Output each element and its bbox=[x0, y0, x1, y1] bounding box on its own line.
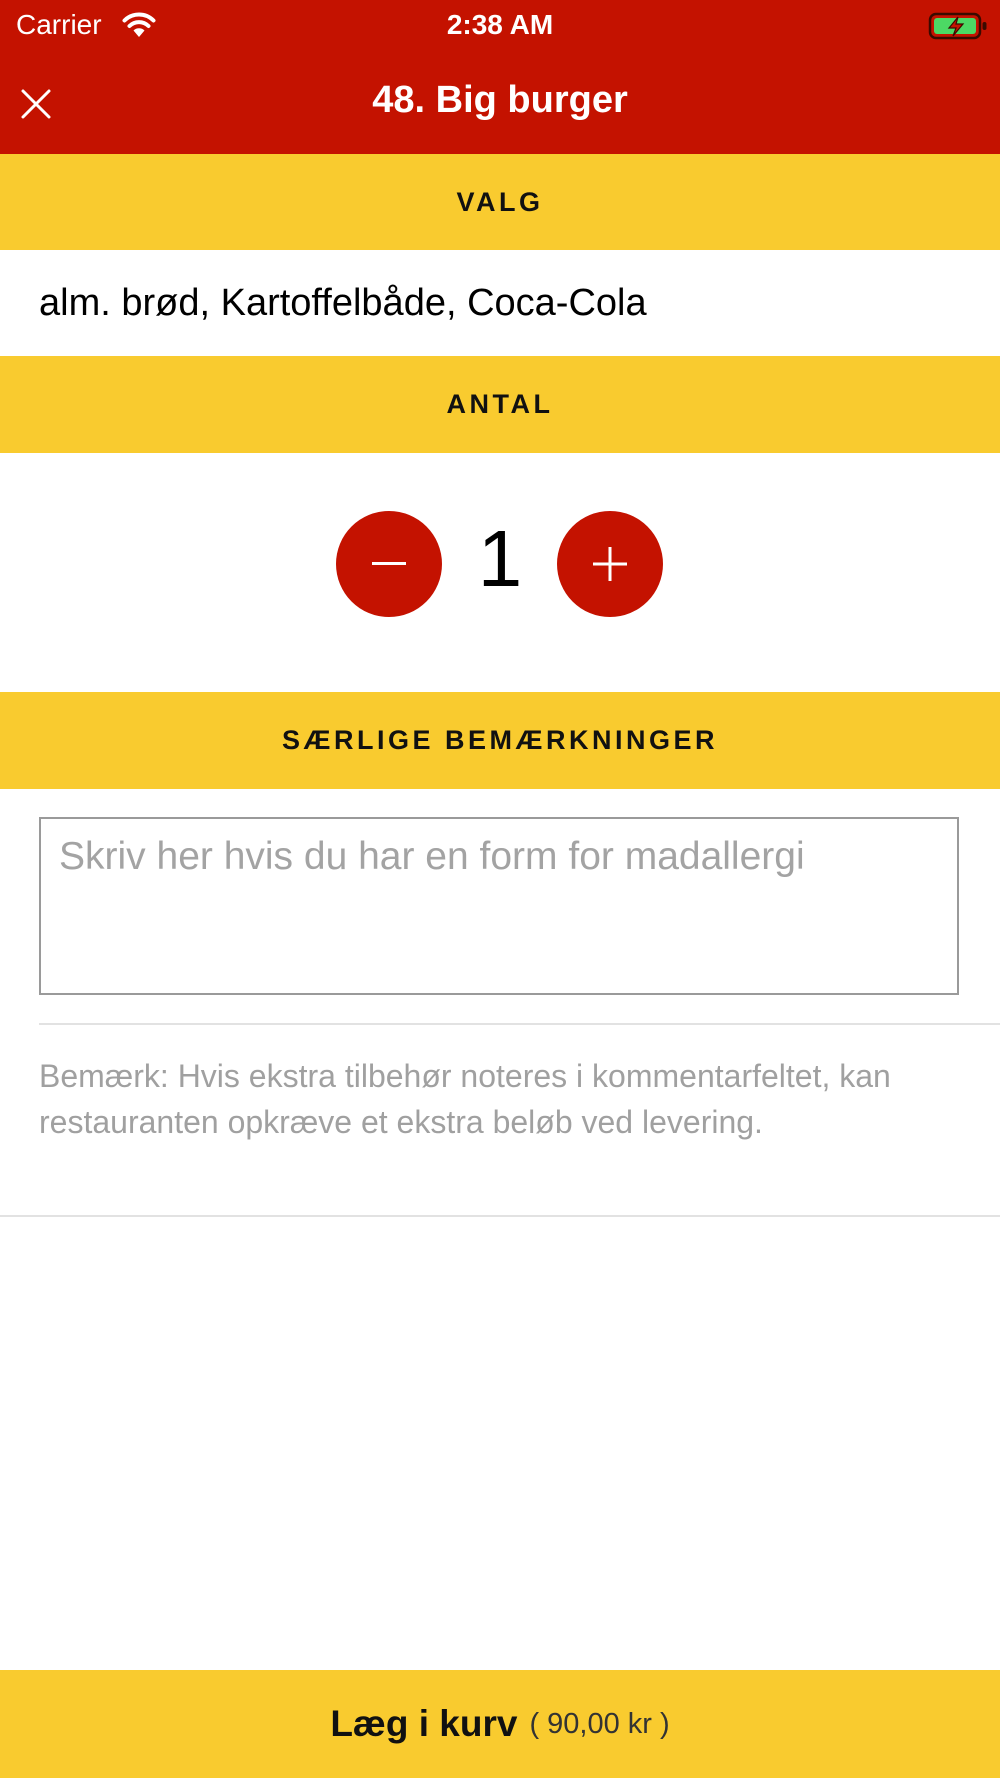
quantity-value: 1 bbox=[477, 514, 523, 603]
extras-note: Bemærk: Hvis ekstra tilbehør noteres i kommentarfeltet, kan restauranten opkræve et ekstra beløb ved levering. bbox=[39, 1058, 891, 1140]
remarks-field bbox=[39, 817, 959, 995]
top-bar bbox=[0, 0, 1000, 154]
choice-selection: alm. brød, Kartoffelbåde, Coca-Cola bbox=[39, 282, 647, 324]
battery-charging-icon bbox=[928, 11, 990, 41]
choice-section-header: VALG bbox=[0, 154, 1000, 250]
remarks-section-header: SÆRLIGE BEMÆRKNINGER bbox=[0, 692, 1000, 789]
page-title: 48. Big burger bbox=[372, 79, 628, 121]
close-button[interactable] bbox=[14, 82, 58, 126]
add-to-cart-button[interactable] bbox=[0, 1670, 1000, 1778]
carrier-label: Carrier bbox=[16, 9, 102, 40]
divider bbox=[0, 1215, 1000, 1217]
quantity-section-header: ANTAL bbox=[0, 356, 1000, 453]
remarks-input[interactable] bbox=[41, 819, 957, 993]
close-icon bbox=[20, 88, 52, 120]
increment-button[interactable] bbox=[557, 511, 663, 617]
cart-price: ( 90,00 kr ) bbox=[529, 1707, 670, 1740]
plus-icon bbox=[593, 547, 627, 581]
divider bbox=[39, 1023, 1000, 1025]
add-to-cart-label: Læg i kurv bbox=[330, 1703, 518, 1744]
decrement-button[interactable] bbox=[336, 511, 442, 617]
status-time: 2:38 AM bbox=[446, 9, 554, 40]
minus-icon bbox=[372, 562, 406, 566]
